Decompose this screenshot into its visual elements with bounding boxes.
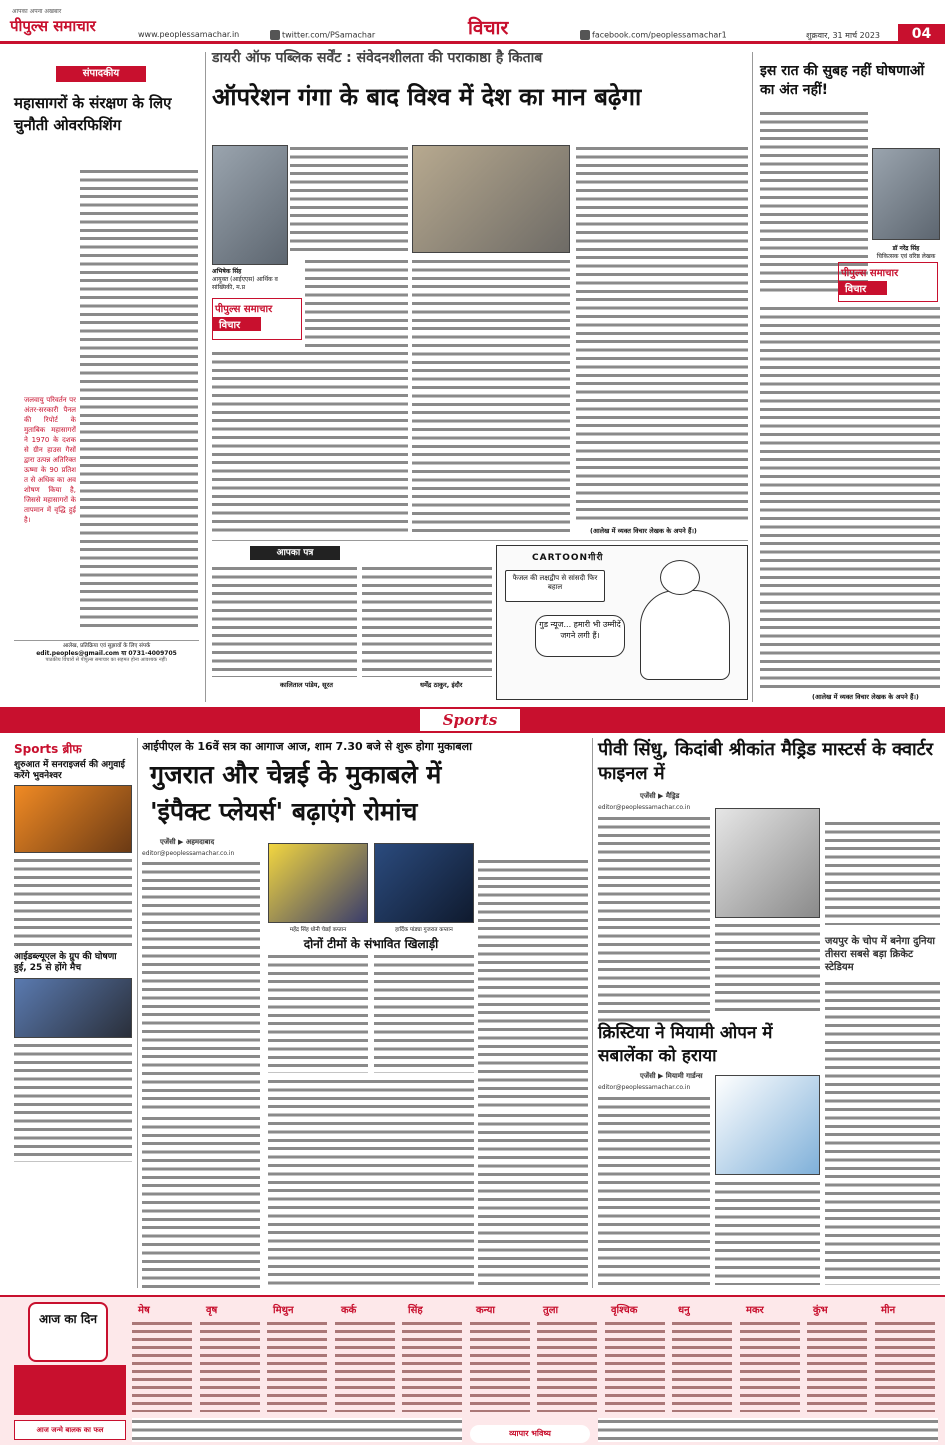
diary-headline: ऑपरेशन गंगा के बाद विश्व में देश का मान बढ़ेगा — [212, 83, 642, 111]
sign-12-name: मीन — [881, 1305, 896, 1316]
diary-column-3 — [212, 350, 408, 535]
born-today-label: आज जन्मे बालक का फल — [14, 1420, 126, 1440]
footer-disclaimer: पाठकीय विचारों से पीपुल्स समाचार का सहमत होना आवश्यक नहीं। — [45, 657, 168, 663]
sign-7-name: तुला — [543, 1305, 559, 1316]
ipl-column-4b — [478, 1112, 588, 1288]
jaipur-text — [825, 980, 940, 1285]
sindhu-title: पीवी सिंधु, किदांबी श्रीकांत मैड्रिड मास्टर्स के क्वार्टर फाइनल में — [598, 739, 934, 784]
sign-3-prediction — [267, 1320, 327, 1412]
sign-3-name: मिथुन — [273, 1305, 294, 1316]
ipl-column-1 — [142, 860, 260, 1110]
dhoni-caption: महेंद्र सिंह धोनी चेन्नई कप्तान — [289, 927, 347, 933]
iwl-photo — [14, 978, 132, 1038]
jaipur-title: जयपुर के चोप में बनेगा दुनिया तीसरा सबसे बड़ा क्रिकेट स्टेडियम — [825, 936, 935, 973]
ipl-column-4 — [478, 858, 588, 1108]
editorial-column-1 — [80, 168, 198, 393]
business-forecast-label: व्यापार भविष्य — [470, 1425, 590, 1443]
dhoni-photo — [268, 843, 368, 923]
sign-2-prediction — [200, 1320, 260, 1412]
cartoon-figure — [640, 590, 730, 680]
ipl-column-1b — [142, 1115, 260, 1288]
author-caption — [212, 268, 290, 292]
diary-column-intro — [290, 145, 408, 253]
gt-players-list — [374, 953, 474, 1073]
letter-1-sign: कालिताल पांडेय, सूरत — [280, 681, 333, 689]
sign-9-prediction — [672, 1320, 732, 1412]
author-photo-2 — [872, 148, 940, 240]
author-name: अभिषेक सिंह — [212, 268, 242, 275]
sign-9-name: धनु — [678, 1305, 690, 1316]
sindhu-column-2 — [715, 922, 820, 1012]
csk-players-list — [268, 953, 368, 1073]
footer-contact-label: आलेख, प्रतिक्रिया एवं सुझावों के लिए संपर्क — [62, 643, 151, 649]
horoscope-title: आज का दिन — [28, 1302, 108, 1362]
sign-8-prediction — [605, 1320, 665, 1412]
kristina-photo — [715, 1075, 820, 1175]
sign-4-prediction — [335, 1320, 395, 1412]
twitter-link[interactable] — [270, 30, 375, 40]
sign-6-name: कन्या — [476, 1305, 496, 1316]
column-divider — [592, 738, 593, 1288]
sign-6-prediction — [470, 1320, 530, 1412]
editorial-column-2 — [80, 395, 198, 630]
brief-2-text — [14, 1042, 132, 1162]
sign-8-name: वृश्चिक — [611, 1305, 638, 1316]
letters-label: आपका पत्र — [250, 546, 340, 560]
sindhu-photo — [715, 808, 820, 918]
sign-10-prediction — [740, 1320, 800, 1412]
paper-stamp-2 — [838, 262, 938, 302]
facebook-text: facebook.com/peoplessamachar1 — [592, 30, 727, 40]
ipl-column-bottom — [268, 1078, 474, 1288]
author-role: आयुक्त (आईएएस) आर्थिक व सांख्यिकी, म.प्र — [212, 276, 278, 291]
page-number: 04 — [898, 24, 945, 44]
column-divider — [137, 738, 138, 1288]
editorial-title: महासागरों के संरक्षण के लिए चुनौती ओवरफिशिंग — [14, 94, 172, 134]
kristina-email: editor@peoplessamachar.co.in — [598, 1084, 691, 1091]
issue-date: शुक्रवार, 31 मार्च 2023 — [806, 31, 881, 40]
cartoon-label: CARTOONगीरी — [532, 553, 604, 563]
author-name-2: डॉ नरेंद्र सिंह — [892, 245, 920, 252]
letter-1 — [212, 565, 357, 677]
diary-kicker: डायरी ऑफ पब्लिक सर्वेंट : संवेदनशीलता की पराकाष्ठा है किताब — [212, 50, 543, 66]
panchang-box — [14, 1365, 126, 1415]
diary-disclaimer: (आलेख में व्यक्त विचार लेखक के अपने हैं।) — [590, 527, 697, 535]
sports-label: Sports — [420, 709, 520, 731]
sign-1-name: मेष — [138, 1305, 150, 1316]
sign-4-name: कर्क — [341, 1305, 357, 1316]
sign-2-name: वृष — [206, 1305, 218, 1316]
right-article-title: इस रात की सुबह नहीं घोषणाओं का अंत नहीं! — [760, 63, 925, 98]
brief-1-text — [14, 857, 132, 947]
ipl-title-line-1: गुजरात और चेन्नई के मुकाबले में — [150, 760, 442, 789]
sign-5-prediction — [402, 1320, 462, 1412]
business-forecast-text — [598, 1418, 938, 1442]
editorial-footer — [14, 640, 199, 680]
twitter-text: twitter.com/PSamachar — [282, 30, 376, 40]
cartoon-speech-bubble: गुड न्यूज... हमारी भी उम्मीदें जगने लगी हैं। — [535, 615, 625, 657]
logo-text: पीपुल्स समाचार — [10, 17, 96, 35]
sindhu-email: editor@peoplessamachar.co.in — [598, 804, 691, 811]
facebook-link[interactable] — [580, 30, 727, 40]
book-launch-photo — [412, 145, 570, 253]
kristina-title: क्रिस्टिया ने मियामी ओपन में सबालेंका को हराया — [598, 1023, 773, 1066]
author-photo — [212, 145, 288, 265]
probable-players-title: दोनों टीमों के संभावित खिलाड़ी — [303, 937, 439, 951]
sign-11-prediction — [807, 1320, 867, 1412]
footer-email: edit.peoples@gmail.com या 0731-4009705 — [36, 650, 177, 657]
stamp-logo-2: पीपुल्स समाचार — [841, 268, 899, 279]
sign-12-prediction — [875, 1320, 935, 1412]
stamp-section-2: विचार — [839, 281, 887, 295]
letter-2-sign: धर्मेंद्र ठाकुर, इंदौर — [420, 681, 463, 689]
ipl-title-line-2: 'इंपैक्ट प्लेयर्स' बढ़ाएंगे रोमांच — [150, 797, 418, 826]
diary-column-4 — [412, 258, 570, 535]
column-divider — [752, 52, 753, 702]
sign-10-name: मकर — [746, 1305, 764, 1316]
sign-7-prediction — [537, 1320, 597, 1412]
editorial-pullquote: जलवायु परिवर्तन पर अंतर-सरकारी पैनल की रिपोर्ट के मुताबिक महासागरों ने 1970 के दशक से ग्रीन हाउस गैसों द्वारा उत्पन्न अतिरिक्त ऊष्मा के 90 प्रतिशत से अधिक का अवशोषण किया है, जिससे महासागरों के तापमान में वृद्धि हुई है। — [24, 396, 76, 524]
kristina-byline: एजेंसी ▶ मियामी गार्डन्स — [640, 1072, 703, 1080]
section-title: विचार — [468, 17, 509, 39]
diary-column-5 — [576, 145, 748, 525]
sign-5-name: सिंह — [408, 1305, 423, 1316]
sindhu-byline: एजेंसी ▶ मैड्रिड — [640, 792, 680, 800]
logo-tagline: आपका अपना अखबार — [12, 8, 62, 15]
right-disclaimer: (आलेख में व्यक्त विचार लेखक के अपने हैं।) — [812, 693, 919, 701]
kristina-column-1 — [598, 1095, 710, 1285]
sports-brief-label: Sports ब्रीफ — [14, 742, 82, 756]
website-link[interactable]: www.peoplessamachar.in — [138, 30, 240, 39]
brief-1-title: शुरुआत में सनराइजर्स की अगुवाई करेंगे भुवनेश्वर — [14, 760, 125, 781]
horizontal-divider — [212, 540, 748, 541]
column-divider — [205, 52, 206, 702]
born-today-text — [132, 1418, 462, 1442]
sign-11-name: कुंभ — [813, 1305, 828, 1316]
ipl-byline: एजेंसी ▶ अहमदाबाद — [160, 838, 215, 846]
newspaper-logo — [10, 8, 96, 36]
author-role-2: चिकित्सक एवं वरिष्ठ लेखक — [876, 253, 936, 260]
editorial-label: संपादकीय — [56, 66, 146, 82]
right-column-2 — [760, 305, 940, 690]
facebook-icon — [580, 30, 590, 40]
brief-2-title: आईडब्ल्यूएल के ग्रुप की घोषणा हुई, 25 से होंगे मैच — [14, 952, 117, 973]
ipl-email: editor@peoplessamachar.co.in — [142, 850, 235, 857]
author-caption-2 — [868, 245, 944, 261]
ipl-kicker: आईपीएल के 16वें सत्र का आगाज आज, शाम 7.30 बजे से शुरू होगा मुकाबला — [142, 740, 472, 753]
cartoon-head — [660, 560, 700, 595]
sign-1-prediction — [132, 1320, 192, 1412]
diary-column-2 — [305, 258, 408, 348]
sindhu-column-3 — [825, 820, 940, 925]
twitter-icon — [270, 30, 280, 40]
kristina-column-2 — [715, 1180, 820, 1285]
bhuvneshwar-photo — [14, 785, 132, 853]
cartoon-caption: फैजल की लक्षद्वीप से सांसदी फिर बहाल — [505, 570, 605, 602]
paper-stamp — [212, 298, 302, 340]
stamp-logo: पीपुल्स समाचार — [215, 304, 273, 315]
stamp-section: विचार — [213, 317, 261, 331]
sindhu-column-1 — [598, 815, 710, 1025]
hardik-photo — [374, 843, 474, 923]
hardik-caption: हार्दिक पांड्या गुजरात कप्तान — [395, 927, 453, 933]
letter-2 — [362, 565, 492, 677]
